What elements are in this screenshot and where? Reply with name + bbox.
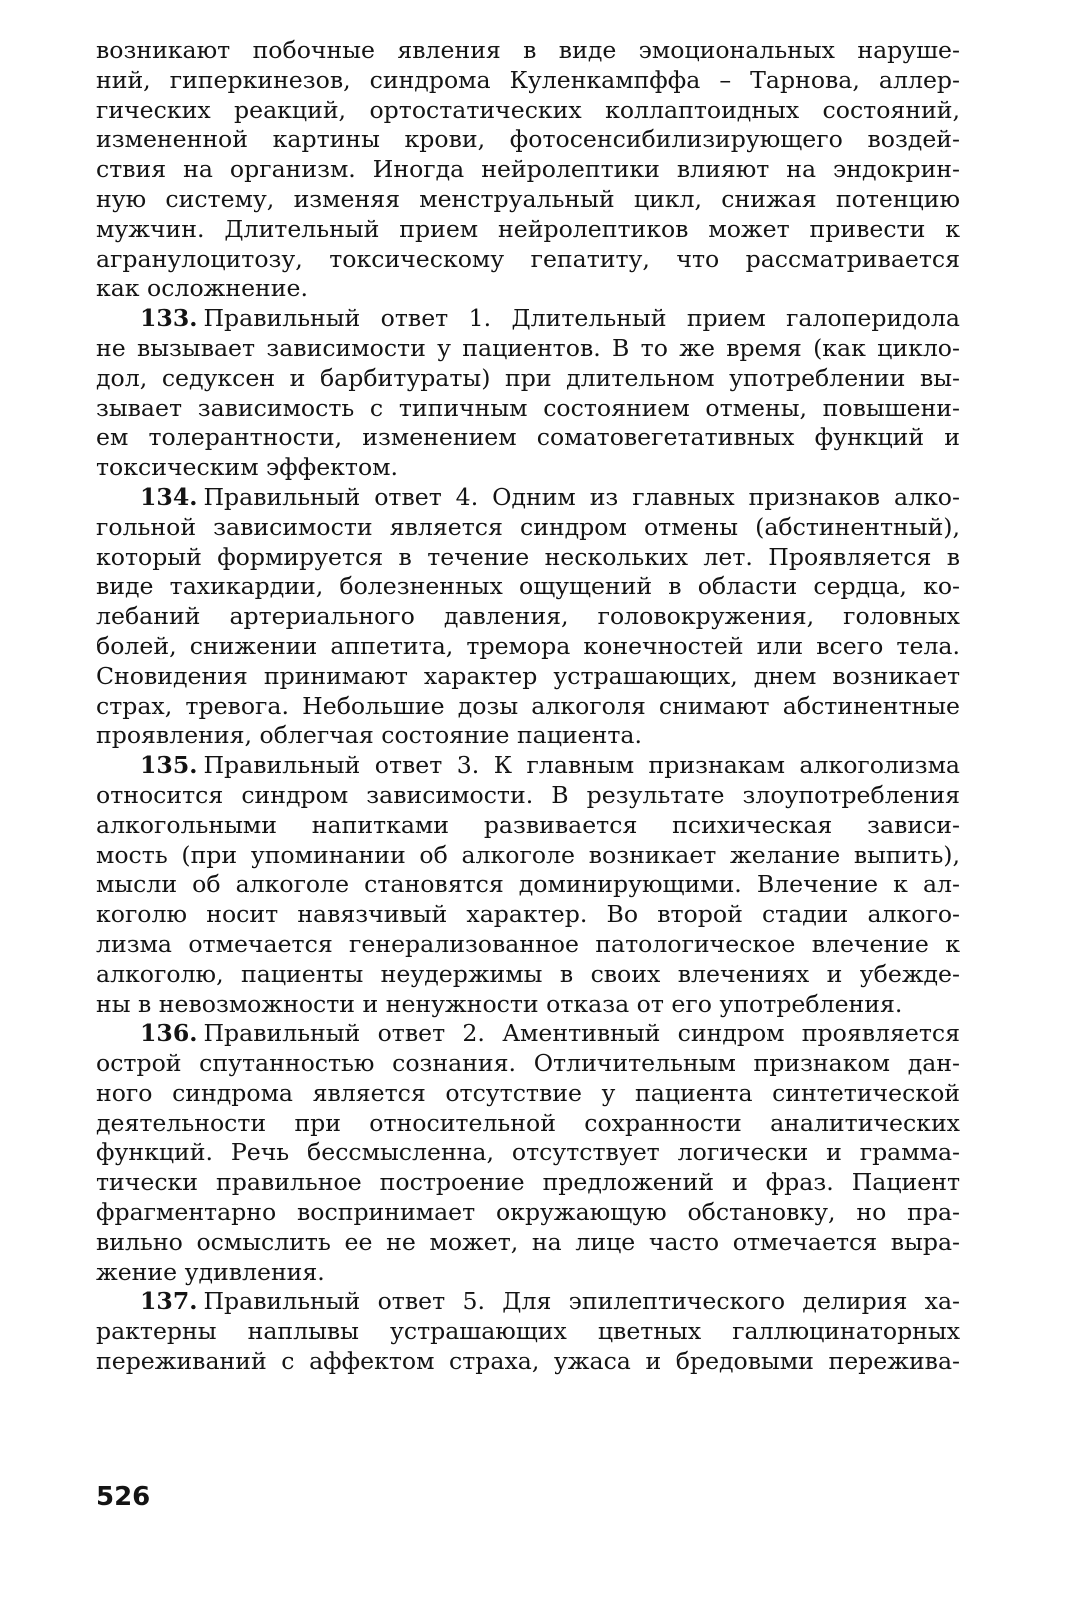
answer-lead: Правильный ответ 1. Длительный прием галоперидола (203, 304, 960, 333)
text-line: функций. Речь бессмысленна, отсутствует логически и грамма- (96, 1138, 960, 1167)
text-line: проявления, облегчая состояние пациента. (96, 721, 642, 750)
answer-number: 135. (140, 751, 198, 780)
text-line: жение удивления. (96, 1257, 325, 1286)
answer-number: 137. (140, 1287, 198, 1316)
answer-lead: Правильный ответ 2. Аментивный синдром проявляется (203, 1019, 960, 1048)
text-line: ного синдрома является отсутствие у пациента синтетической (96, 1078, 960, 1107)
text-line: ем толерантности, изменением соматовегетативных функций и (96, 423, 960, 452)
page-body (96, 36, 960, 1377)
text-line: гических реакций, ортостатических коллаптоидных состояний, (96, 95, 960, 124)
text-line: лебаний артериального давления, головокружения, головных (96, 602, 960, 631)
text-line: зывает зависимость с типичным состоянием отмены, повышени- (96, 393, 960, 422)
text-line: алкогольными напитками развивается психическая зависи- (96, 810, 960, 839)
text-line: острой спутанностью сознания. Отличительным признаком дан- (96, 1049, 960, 1078)
text-line: ны в невозможности и ненужности отказа от его употребления. (96, 989, 903, 1018)
text-line: возникают побочные явления в виде эмоциональных наруше- (96, 36, 960, 64)
answer-number: 136. (140, 1019, 198, 1048)
text-line: относится синдром зависимости. В результате злоупотребления (96, 780, 960, 809)
text-line: фрагментарно воспринимает окружающую обстановку, но пра- (96, 1198, 960, 1227)
text-line: как осложнение. (96, 274, 308, 303)
answer-137 (96, 1287, 960, 1376)
page-number: 526 (96, 1482, 151, 1512)
text-line (96, 483, 960, 513)
text-line: не вызывает зависимости у пациентов. В то же время (как цикло- (96, 333, 960, 362)
text-line: страх, тревога. Небольшие дозы алкоголя снимают абстинентные (96, 691, 960, 720)
text-line: коголю носит навязчивый характер. Во второй стадии алкого- (96, 900, 960, 929)
answer-lead: Правильный ответ 3. К главным признакам алкоголизма (203, 751, 960, 780)
text-line: вильно осмыслить ее не может, на лице часто отмечается выра- (96, 1227, 960, 1256)
text-line (96, 1287, 960, 1317)
text-line: агранулоцитозу, токсическому гепатиту, что рассматривается (96, 244, 960, 273)
text-line: ствия на организм. Иногда нейролептики влияют на эндокрин- (96, 155, 960, 184)
answer-number: 134. (140, 482, 198, 511)
text-line: который формируется в течение нескольких лет. Проявляется в (96, 542, 960, 571)
answer-lead: Правильный ответ 4. Одним из главных признаков алко- (203, 482, 960, 511)
text-line (96, 1019, 960, 1049)
text-line: Сновидения принимают характер устрашающих, днем возникает (96, 661, 960, 690)
answer-134 (96, 483, 960, 751)
text-line: токсическим эффектом. (96, 453, 399, 482)
text-line: мысли об алкоголе становятся доминирующими. Влечение к ал- (96, 870, 960, 899)
text-line: рактерны наплывы устрашающих цветных галлюцинаторных (96, 1317, 960, 1346)
paragraph-continuation (96, 36, 960, 304)
text-line: ний, гиперкинезов, синдрома Куленкампффа – Тарнова, аллер- (96, 65, 960, 94)
text-line: измененной картины крови, фотосенсибилизирующего воздей- (96, 125, 960, 154)
answer-lead: Правильный ответ 5. Для эпилептического делирия ха- (203, 1287, 960, 1316)
text-line: болей, снижении аппетита, тремора конечностей или всего тела. (96, 631, 960, 660)
answer-136 (96, 1019, 960, 1287)
text-line: мость (при упоминании об алкоголе возникает желание выпить), (96, 840, 960, 869)
text-line: тически правильное построение предложений и фраз. Пациент (96, 1168, 960, 1197)
answer-135 (96, 751, 960, 1019)
text-line: мужчин. Длительный прием нейролептиков может привести к (96, 214, 960, 243)
text-line (96, 751, 960, 781)
text-line: лизма отмечается генерализованное патологическое влечение к (96, 929, 960, 958)
answer-number: 133. (140, 304, 198, 333)
text-line: виде тахикардии, болезненных ощущений в области сердца, ко- (96, 572, 960, 601)
answer-133 (96, 304, 960, 483)
text-line: переживаний с аффектом страха, ужаса и бредовыми пережива- (96, 1347, 960, 1376)
text-line: деятельности при относительной сохранности аналитических (96, 1108, 960, 1137)
text-line: ную систему, изменяя менструальный цикл, снижая потенцию (96, 184, 960, 213)
text-line: гольной зависимости является синдром отмены (абстинентный), (96, 512, 960, 541)
text-line (96, 304, 960, 334)
text-line: алкоголю, пациенты неудержимы в своих влечениях и убежде- (96, 959, 960, 988)
text-line: дол, седуксен и барбитураты) при длительном употреблении вы- (96, 363, 960, 392)
